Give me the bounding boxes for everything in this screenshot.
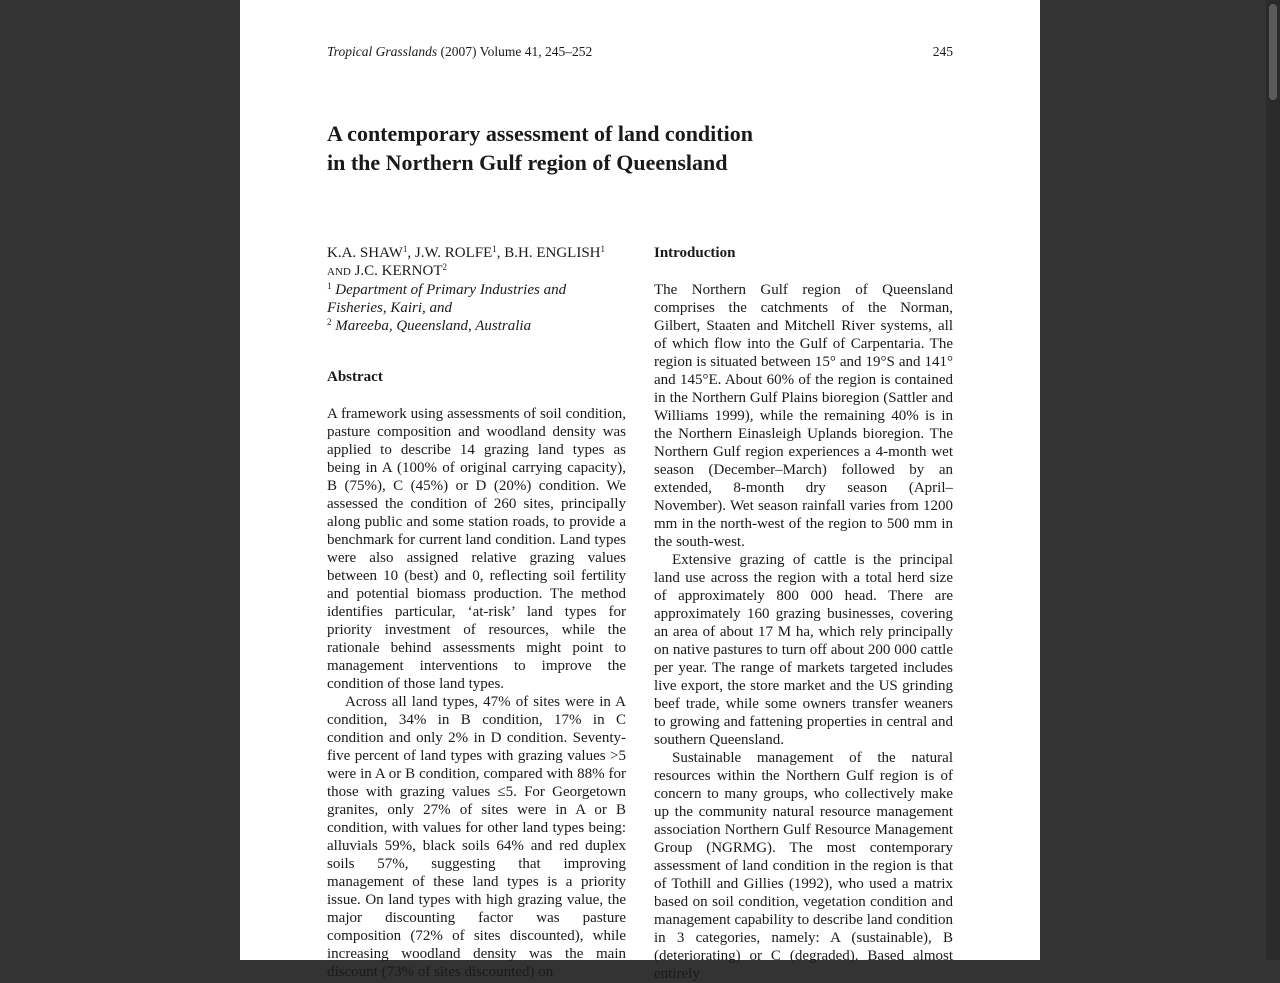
author-kernot: J.C. KERNOT bbox=[350, 263, 443, 279]
author-list bbox=[327, 244, 626, 281]
title-line-1: A contemporary assessment of land condition bbox=[327, 121, 753, 146]
author-affil-mark: 1 bbox=[600, 244, 606, 254]
page-number: 245 bbox=[932, 44, 953, 59]
running-header bbox=[327, 43, 953, 61]
title-line-2: in the Northern Gulf region of Queensland bbox=[327, 150, 728, 175]
vertical-scrollbar[interactable] bbox=[1266, 0, 1280, 960]
author-and: AND bbox=[327, 266, 351, 278]
affiliation-mark: 2 bbox=[327, 317, 332, 327]
intro-paragraph-2: Extensive grazing of cattle is the principal land use across the region with a total herd size of approximately 800 000 head. There are approximately 160 grazing businesses, covering an area of about 17 M ha, which rely principally on native pastures to turn off about 200 000 cattle per year. The range of markets targeted includes live export, the store market and the US grinding beef trade, while some owners transfer weaners to growing and fattening properties in central and southern Queensland. bbox=[654, 552, 953, 748]
affiliation-text: Mareeba, Queensland, Australia bbox=[331, 318, 532, 334]
author-affil-mark: 1 bbox=[492, 244, 497, 254]
journal-name: Tropical Grasslands bbox=[327, 44, 438, 59]
author-affil-mark: 2 bbox=[442, 262, 448, 272]
intro-paragraph-1: The Northern Gulf region of Queensland comprises the catchments of the Norman, Gilbert, Staaten and Mitchell River systems, all of which flow into the Gulf of Carpentaria. The region is situated between 15° and 19°S and 141° and 145°E. About 60% of the region is contained in the Northern Gulf Plains bioregion (Sattler and Williams 1999), while the remaining 40% is in the Northern Einasleigh Uplands bioregion. The Northern Gulf region experiences a 4-month wet season (December–March) followed by an extended, 8-month dry season (April–November). Wet season rainfall varies from 1200 mm in the north-west of the region to 500 mm in the south-west. bbox=[654, 282, 953, 550]
affiliation-1 bbox=[327, 281, 626, 317]
affiliation-text: Department of Primary Industries and Fisheries, Kairi, and bbox=[327, 282, 567, 316]
abstract-paragraph-1: A framework using assessments of soil condition, pasture composition and woodland density was applied to describe 14 grazing land types as being in A (100% of original carrying capacity), B (75%), C (45%) or D (20%) condition. We assessed the condition of 260 sites, principally along public and some station roads, to provide a benchmark for current land condition. Land types were also assigned relative grazing values between 10 (best) and 0, reflecting soil fertility and potential biomass production. The method identifies particular, ‘at-risk’ land types for priority investment of resources, while the rationale behind assessments might point to management interventions to improve the condition of those land types. bbox=[327, 406, 626, 692]
author-english: , B.H. ENGLISH bbox=[496, 245, 601, 261]
affiliation-2 bbox=[327, 317, 626, 335]
paper-page bbox=[240, 0, 1040, 982]
right-column bbox=[654, 244, 953, 983]
scrollbar-thumb[interactable] bbox=[1269, 4, 1277, 100]
author-rolfe: , J.W. ROLFE bbox=[407, 245, 493, 261]
abstract-heading: Abstract bbox=[327, 369, 383, 385]
journal-volume: (2007) Volume 41, 245–252 bbox=[437, 44, 593, 59]
left-column bbox=[327, 244, 626, 981]
author-affil-mark: 1 bbox=[402, 244, 408, 254]
affiliation-mark: 1 bbox=[327, 281, 332, 291]
journal-citation bbox=[327, 44, 592, 59]
paper-title bbox=[327, 119, 847, 177]
intro-paragraph-3: Sustainable management of the natural resources within the Northern Gulf region is of concern to many groups, who collectively make up the community natural resource management association Northern Gulf Resource Management Group (NGRMG). The most contemporary assessment of land condition in the region is that of Tothill and Gillies (1992), who used a matrix based on soil condition, vegetation condition and management capability to describe land condition in 3 categories, namely: A (sustainable), B (deteriorating) or C (degraded). Based almost entirely bbox=[654, 750, 953, 982]
author-shaw: K.A. SHAW bbox=[327, 245, 403, 261]
introduction-heading: Introduction bbox=[654, 245, 736, 261]
abstract-paragraph-2: Across all land types, 47% of sites were in A condition, 34% in B condition, 17% in C condition and only 2% in D condition. Seventy-five percent of land types with grazing values >5 were in A or B condition, compared with 88% for those with grazing values ≤5. For Georgetown granites, only 27% of sites were in A or B condition, with values for other land types being: alluvials 59%, black soils 64% and red duplex soils 57%, suggesting that improving management of these land types is a priority issue. On land types with high grazing value, the major discounting factor was pasture composition (72% of sites discounted), while increasing woodland density was the main discount (73% of sites discounted) on bbox=[327, 694, 626, 980]
